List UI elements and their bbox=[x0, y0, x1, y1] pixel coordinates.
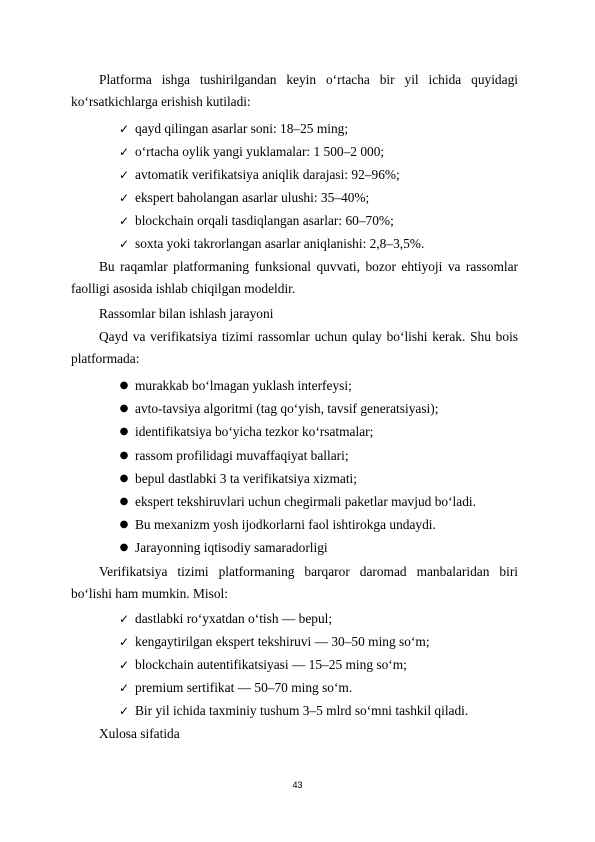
economics-paragraph: Verifikatsiya tizimi platformaning barqaror daromad manbalaridan biri bo‘lishi ham mumkin. Misol: bbox=[71, 564, 518, 601]
checkmark-icon: ✓ bbox=[118, 122, 130, 136]
checkmark-icon: ✓ bbox=[118, 237, 130, 251]
bullet-icon: ● bbox=[119, 496, 129, 507]
page-number: 43 bbox=[292, 780, 303, 790]
section-heading: Rassomlar bilan ishlash jarayoni bbox=[99, 306, 274, 321]
model-paragraph: Bu raqamlar platformaning funksional quvvati, bozor ehtiyoji va rassomlar faolligi asosida ishlab chiqilgan modeldir. bbox=[71, 259, 518, 296]
bullet-icon: ● bbox=[119, 542, 129, 553]
checkmark-icon: ✓ bbox=[118, 191, 130, 205]
bullet-icon: ● bbox=[119, 473, 129, 484]
bullet-icon: ● bbox=[119, 380, 129, 391]
bullet-icon: ● bbox=[119, 403, 129, 414]
checkmark-icon: ✓ bbox=[118, 168, 130, 182]
checkmark-icon: ✓ bbox=[118, 612, 130, 626]
checkmark-icon: ✓ bbox=[118, 658, 130, 672]
bullet-icon: ● bbox=[119, 426, 129, 437]
document-page: Platforma ishga tushirilgandan keyin o‘rtacha bir yil ichida quyidagi ko‘rsatkichlarga erishish kutiladi: ✓ qayd qilingan asarlar soni: 18–25 ming; ✓ o‘rtacha oylik yangi yuklamalar: 1 500–2 000; ✓ avtomatik verifikatsiya aniqlik darajasi: 92–96%; ✓ ekspert baholangan asarlar ulushi: 35–40%; ✓ blockchain orqali tasdiqlangan asarlar: 60–70%; ✓ soxta yoki takrorlangan asarlar aniqlanishi: 2,8–3,5%. Bu raqamlar platformaning funksional quvvati, bozor ehtiyoji va rassomlar faolligi asosida ishlab chiqilgan modeldir. Rassomlar bilan ishlash jarayoni Qayd va verifikatsiya tizimi rassomlar uchun qulay bo‘lishi kerak. Shu bois platformada: ● murakkab bo‘lmagan yuklash interfeysi; ● avto-tavsiya algoritmi (tag qo‘yish, tavsif generatsiyasi); ● identifikatsiya bo‘yicha tezkor ko‘rsatmalar; ● rassom profilidagi muvaffaqiyat ballari; ● bepul dastlabki 3 ta verifikatsiya xizmati; ● ekspert tekshiruvlari uchun chegirmali paketlar mavjud bo‘ladi. ● Bu mexanizm yosh ijodkorlarni faol ishtirokga undaydi. ● Jarayonning iqtisodiy samaradorligi Verifikatsiya tizimi platformaning barqaror daromad manbalaridan biri bo‘lishi ham mumkin. Misol: ✓ dastlabki ro‘yxatdan o‘tish — bepul; ✓ kengaytirilgan ekspert tekshiruvi — 30–50 ming so‘m; ✓ blockchain autentifikatsiyasi — 15–25 ming so‘m; ✓ premium sertifikat — 50–70 ming so‘m. ✓ Bir yil ichida taxminiy tushum 3–5 mlrd so‘mni tashkil qiladi. Xulosa sifatida 43 bbox=[0, 0, 595, 842]
checkmark-icon: ✓ bbox=[118, 635, 130, 649]
bullet-icon: ● bbox=[119, 519, 129, 530]
checkmark-icon: ✓ bbox=[118, 681, 130, 695]
platform-paragraph: Qayd va verifikatsiya tizimi rassomlar uchun qulay bo‘lishi kerak. Shu bois platformada: bbox=[71, 329, 518, 366]
bullet-icon: ● bbox=[119, 450, 129, 461]
checkmark-icon: ✓ bbox=[118, 704, 130, 718]
conclusion-heading: Xulosa sifatida bbox=[99, 726, 180, 741]
checkmark-icon: ✓ bbox=[118, 214, 130, 228]
checkmark-icon: ✓ bbox=[118, 145, 130, 159]
intro-paragraph: Platforma ishga tushirilgandan keyin o‘rtacha bir yil ichida quyidagi ko‘rsatkichlarga erishish kutiladi: bbox=[71, 72, 518, 109]
